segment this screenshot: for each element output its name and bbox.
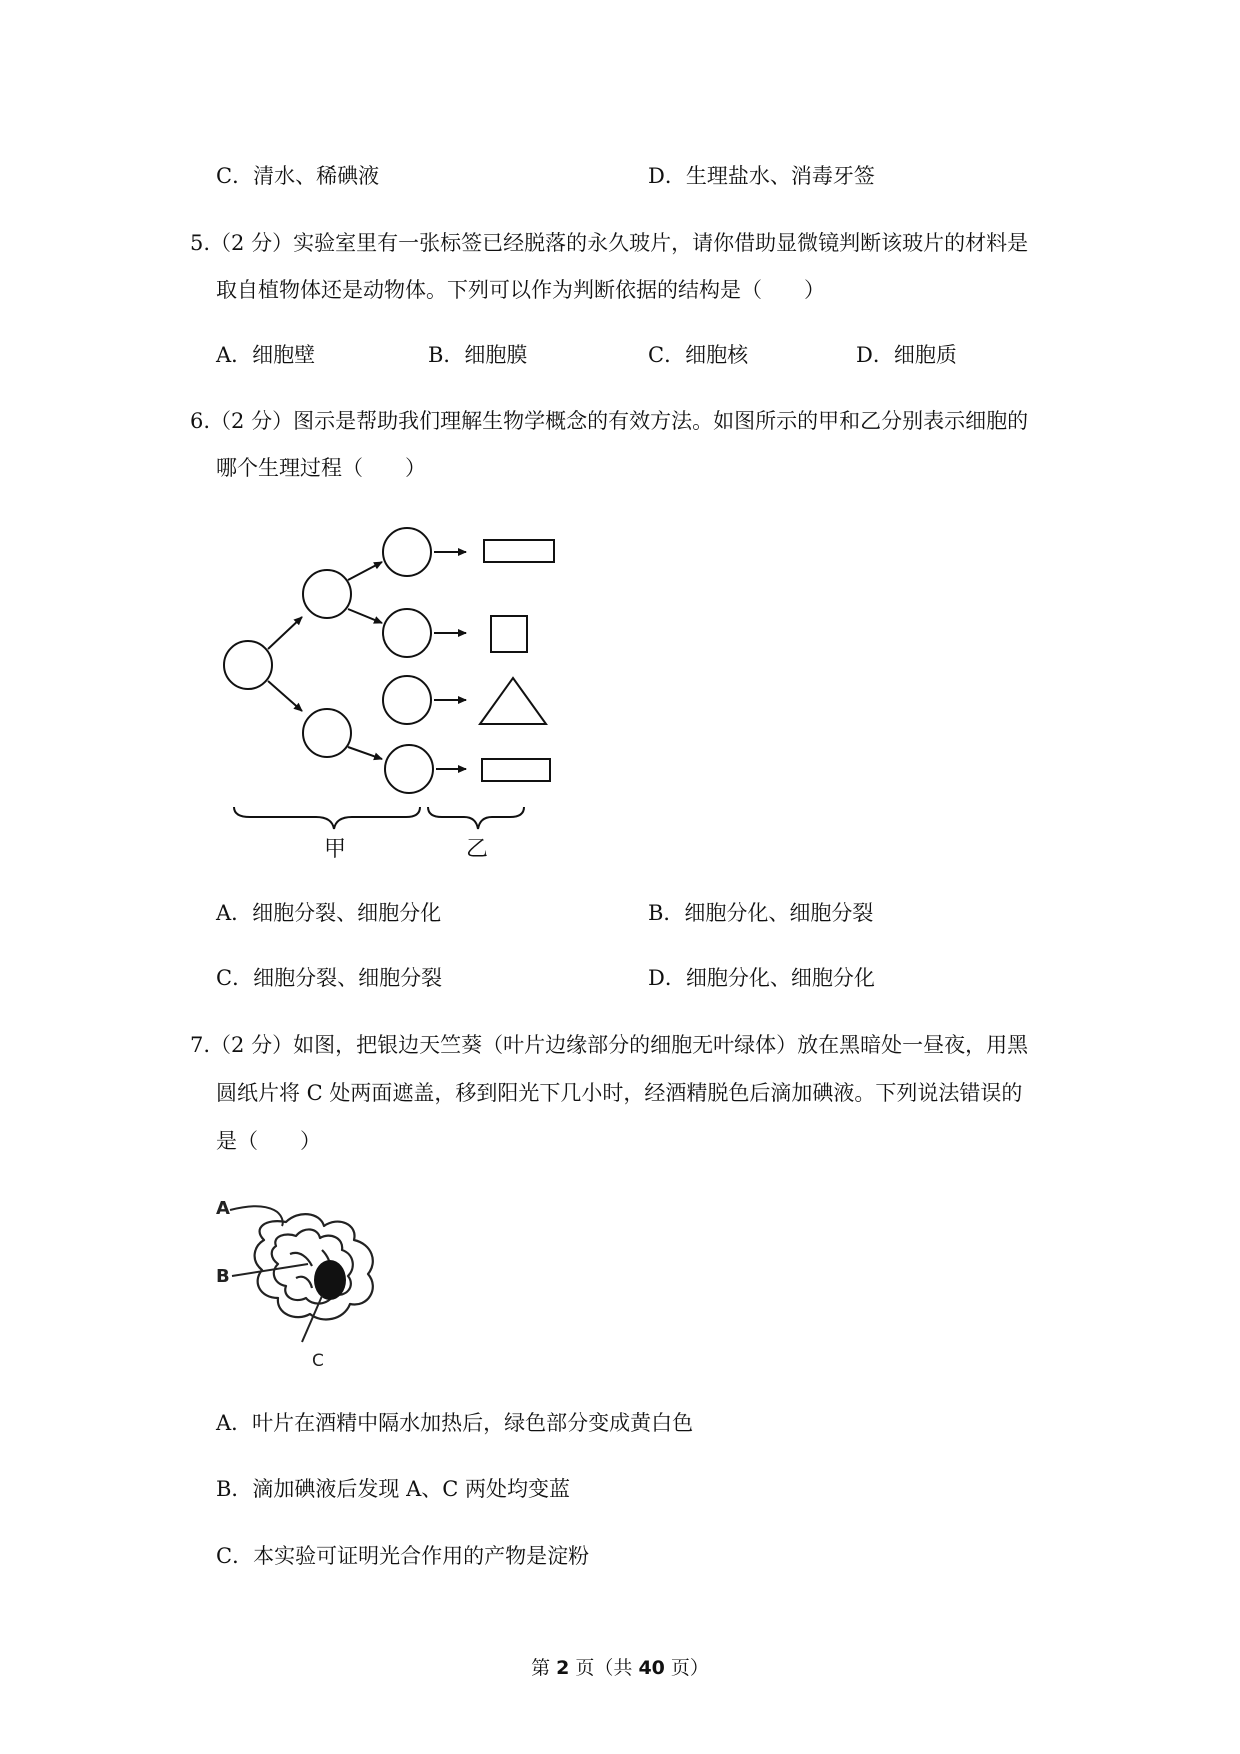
- label-jia: 甲: [324, 837, 347, 862]
- q5-option-c: C．细胞核: [648, 343, 749, 367]
- q4-option-d: D．生理盐水、消毒牙签: [648, 164, 875, 188]
- tissue-rectangle-top: [484, 540, 554, 562]
- pointer-a: [230, 1206, 283, 1226]
- q6-option-d: D．细胞分化、细胞分化: [648, 966, 875, 990]
- q6-option-c: C．细胞分裂、细胞分裂: [216, 966, 443, 990]
- q6-option-a: A．细胞分裂、细胞分化: [216, 901, 442, 925]
- label-c: C: [312, 1351, 324, 1371]
- cell-1: [383, 528, 431, 576]
- footer-post: 页）: [664, 1657, 709, 1679]
- tissue-rectangle-bottom: [482, 759, 550, 781]
- q7-stem-line2: 圆纸片将 C 处两面遮盖，移到阳光下几小时，经酒精脱色后滴加碘液。下列说法错误的: [216, 1081, 1023, 1105]
- footer-pre: 第: [531, 1657, 557, 1679]
- q7-stem-line1: 7.（2 分）如图，把银边天竺葵（叶片边缘部分的细胞无叶绿体）放在黑暗处一昼夜，用黑: [190, 1033, 1029, 1057]
- arrow: [348, 562, 382, 580]
- arrow: [348, 747, 382, 759]
- daughter-cell-bottom: [303, 709, 351, 757]
- q6-option-b: B．细胞分化、细胞分裂: [648, 901, 874, 925]
- q7-option-b: B．滴加碘液后发现 A、C 两处均变蓝: [216, 1477, 571, 1501]
- parent-cell: [224, 641, 272, 689]
- arrow: [348, 609, 382, 623]
- q5-stem-line1: 5.（2 分）实验室里有一张标签已经脱落的永久玻片，请你借助显微镜判断该玻片的材料是: [190, 231, 1029, 255]
- cell-2: [383, 609, 431, 657]
- q5-option-a: A．细胞壁: [216, 343, 316, 367]
- brace-jia: [234, 807, 420, 829]
- arrow: [268, 617, 302, 649]
- page-footer: [0, 1654, 1240, 1682]
- label-b: B: [216, 1266, 230, 1287]
- daughter-cell-top: [303, 570, 351, 618]
- label-yi: 乙: [466, 837, 489, 862]
- q5-option-b: B．细胞膜: [428, 343, 528, 367]
- cell-3: [383, 676, 431, 724]
- footer-total-pages: 40: [638, 1657, 665, 1679]
- tissue-triangle: [480, 678, 546, 724]
- cell-4: [385, 745, 433, 793]
- brace-yi: [428, 807, 524, 829]
- footer-page-number: 2: [556, 1657, 570, 1679]
- q7-option-c: C．本实验可证明光合作用的产物是淀粉: [216, 1544, 590, 1568]
- pointer-b: [232, 1264, 308, 1276]
- q4-option-c: C．清水、稀碘液: [216, 164, 380, 188]
- q7-option-a: A．叶片在酒精中隔水加热后，绿色部分变成黄白色: [216, 1411, 694, 1435]
- q5-option-d: D．细胞质: [856, 343, 957, 367]
- cell-division-differentiation-diagram: [210, 515, 570, 865]
- q5-stem-line2: 取自植物体还是动物体。下列可以作为判断依据的结构是（ ）: [216, 278, 825, 302]
- q6-stem-line1: 6.（2 分）图示是帮助我们理解生物学概念的有效方法。如图所示的甲和乙分别表示细胞的: [190, 409, 1029, 433]
- geranium-leaf-illustration: [212, 1192, 412, 1374]
- arrow: [268, 681, 302, 711]
- q6-stem-line2: 哪个生理过程（ ）: [216, 456, 426, 480]
- footer-mid: 页（共: [569, 1657, 639, 1679]
- label-a: A: [216, 1198, 230, 1219]
- tissue-square: [491, 616, 527, 652]
- q7-stem-line3: 是（ ）: [216, 1129, 321, 1153]
- black-paper-disc: [314, 1260, 346, 1300]
